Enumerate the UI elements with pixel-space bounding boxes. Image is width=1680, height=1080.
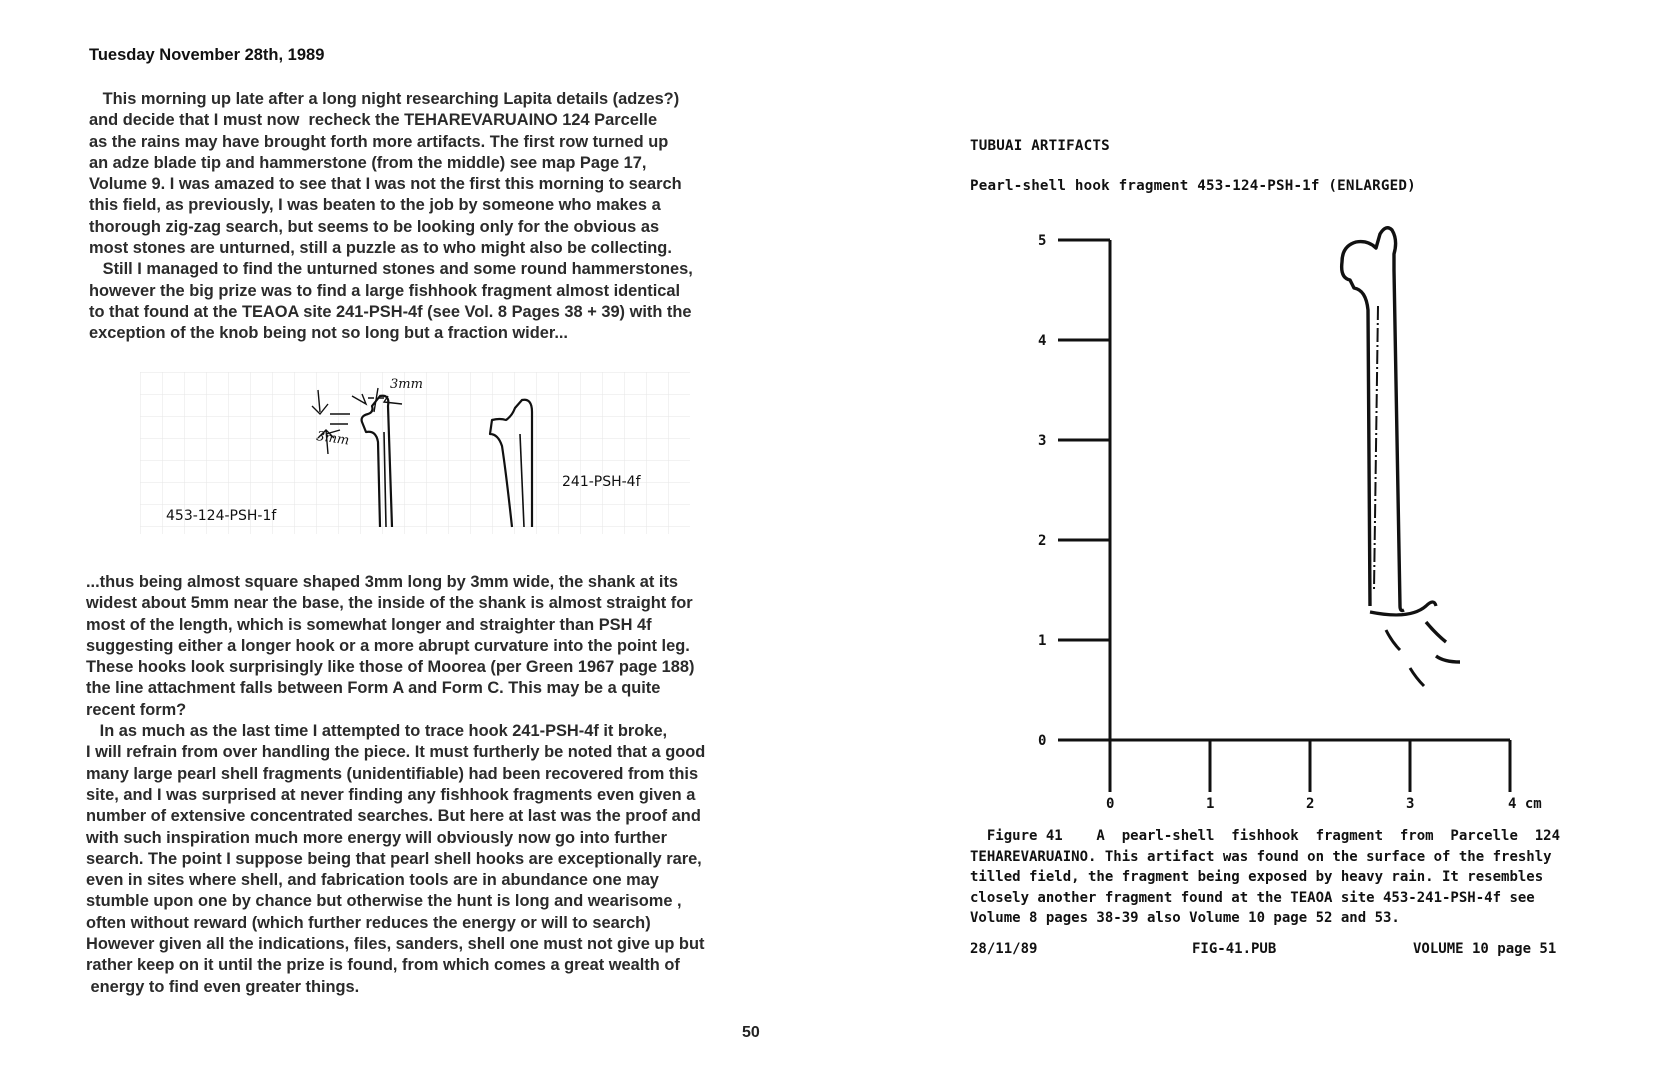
paragraph-line: the line attachment falls between Form A and Form C. This may be a quite	[86, 679, 661, 698]
y-tick-label: 1	[1038, 633, 1047, 649]
figure-heading: TUBUAI ARTIFACTS	[970, 138, 1110, 154]
paragraph-line: exception of the knob being not so long but a fraction wider...	[89, 324, 568, 343]
hook-base	[1370, 602, 1436, 615]
paragraph-line: with such inspiration much more energy will obviously now go into further	[86, 828, 668, 847]
x-tick-label: 3	[1406, 796, 1415, 812]
hook-point-dash-2	[1436, 656, 1460, 662]
caption-line: Figure 41 A pearl-shell fishhook fragment from Parcelle 124	[970, 828, 1561, 844]
y-tick-label: 2	[1038, 533, 1047, 549]
hook-point-dash-1	[1426, 622, 1446, 642]
y-tick-label: 4	[1038, 333, 1047, 349]
hook-sketch	[140, 372, 690, 534]
paragraph-line: I will refrain from over handling the piece. It must furtherly be noted that a good	[86, 743, 706, 762]
figure-caption	[970, 826, 1570, 929]
paragraph-line: These hooks look surprisingly like those of Moorea (per Green 1967 page 188)	[86, 658, 695, 677]
paragraph-line: Still I managed to find the unturned stones and some round hammerstones,	[89, 260, 693, 279]
dim-label-top: 3mm	[390, 377, 423, 392]
y-tick-label: 5	[1038, 233, 1047, 249]
paragraph-line: However given all the indications, files, sanders, shell one must not give up but	[86, 935, 705, 954]
paragraph-line: most of the length, which is somewhat longer and straighter than PSH 4f	[86, 615, 652, 634]
hook-chart	[990, 210, 1542, 820]
x-tick-label: 4 cm	[1508, 796, 1542, 812]
paragraph-line: even in sites where shell, and fabrication tools are in abundance one may	[86, 871, 659, 890]
hook-outline	[1342, 228, 1404, 611]
footer-volume: VOLUME 10 page 51	[1413, 941, 1557, 957]
paragraph-line: an adze blade tip and hammerstone (from the middle) see map Page 17,	[89, 153, 647, 172]
paragraph-line: thorough zig-zag search, but seems to be looking only for the obvious as	[89, 217, 660, 236]
hook-dash-1	[1386, 630, 1400, 650]
page-number: 50	[742, 1024, 760, 1041]
x-tick-label: 0	[1106, 796, 1115, 812]
y-tick-label: 3	[1038, 433, 1047, 449]
paragraph-line: recent form?	[86, 700, 187, 719]
paragraph-line: this field, as previously, I was beaten to the job by someone who makes a	[89, 196, 661, 215]
paragraph-2	[86, 572, 766, 998]
x-tick-label: 2	[1306, 796, 1315, 812]
paragraph-line: most stones are unturned, still a puzzle as to who might also be collecting.	[89, 239, 672, 258]
paragraph-line: site, and I was surprised at never finding any fishhook fragments even given a	[86, 785, 696, 804]
hook-inner-line	[1374, 306, 1378, 590]
paragraph-line: stumble upon one by chance but otherwise the hunt is long and wearisome ,	[86, 892, 682, 911]
right-page	[840, 0, 1680, 1080]
paragraph-line: widest about 5mm near the base, the inside of the shank is almost straight for	[86, 594, 693, 613]
x-tick-label: 1	[1206, 796, 1215, 812]
paragraph-line: to that found at the TEAOA site 241-PSH-4f (see Vol. 8 Pages 38 + 39) with the	[89, 302, 692, 321]
paragraph-line: rather keep on it until the prize is found, from which comes a great wealth of	[86, 956, 680, 975]
paragraph-line: energy to find even greater things.	[86, 977, 360, 996]
paragraph-line: as the rains may have brought forth more artifacts. The first row turned up	[89, 132, 669, 151]
caption-line: closely another fragment found at the TEAOA site 453-241-PSH-4f see	[970, 889, 1535, 906]
hook-dash-2	[1410, 668, 1424, 686]
sketch-label-241: 241-PSH-4f	[562, 474, 641, 490]
footer-file: FIG-41.PUB	[1192, 941, 1277, 957]
paragraph-line: Volume 9. I was amazed to see that I was not the first this morning to search	[89, 175, 682, 194]
figure-subheading: Pearl-shell hook fragment 453-124-PSH-1f (ENLARGED)	[970, 178, 1416, 194]
paragraph-line: In as much as the last time I attempted to trace hook 241-PSH-4f it broke,	[86, 722, 668, 741]
chart-ticks	[1038, 233, 1542, 812]
dim-label-side: 3mm	[315, 429, 351, 449]
paragraph-line: search. The point I suppose being that pearl shell hooks are exceptionally rare,	[86, 849, 702, 868]
entry-date: Tuesday November 28th, 1989	[89, 46, 325, 64]
paragraph-line: often without reward (which further reduces the energy or will to search)	[86, 913, 651, 932]
sketch-label-453: 453-124-PSH-1f	[166, 508, 277, 524]
chart-axes	[1058, 240, 1510, 740]
y-tick-label: 0	[1038, 733, 1047, 749]
caption-line: TEHAREVARUAINO. This artifact was found on the surface of the freshly	[970, 848, 1552, 865]
caption-line: Volume 8 pages 38-39 also Volume 10 page 52 and 53.	[970, 910, 1400, 926]
hook-fragment-drawing	[1342, 228, 1460, 686]
paragraph-line: however the big prize was to find a large fishhook fragment almost identical	[89, 281, 681, 300]
paragraph-line: and decide that I must now recheck the TEHAREVARUAINO 124 Parcelle	[89, 111, 658, 130]
paragraph-line: This morning up late after a long night researching Lapita details (adzes?)	[89, 90, 680, 108]
caption-line: tilled field, the fragment being exposed by heavy rain. It resembles	[970, 869, 1544, 885]
footer-date: 28/11/89	[970, 941, 1038, 957]
paragraph-line: suggesting either a longer hook or a more abrupt curvature into the point leg.	[86, 636, 690, 655]
paragraph-1	[89, 89, 769, 345]
paragraph-line: ...thus being almost square shaped 3mm long by 3mm wide, the shank at its	[86, 573, 679, 591]
paragraph-line: many large pearl shell fragments (unidentifiable) had been recovered from this	[86, 764, 699, 783]
paragraph-line: number of extensive concentrated searches. But here at last was the proof and	[86, 807, 701, 826]
